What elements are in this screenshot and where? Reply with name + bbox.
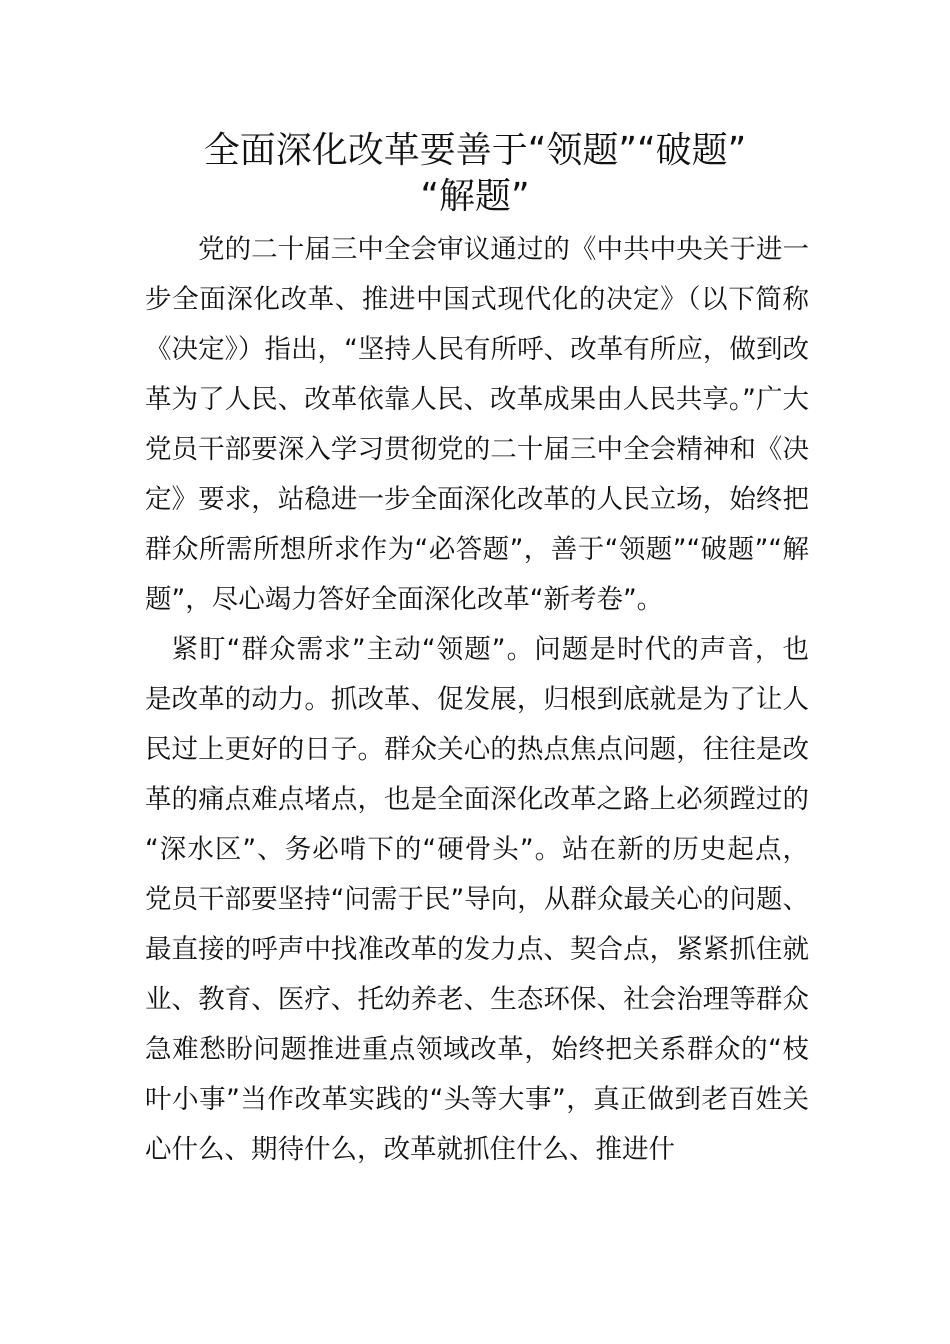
body-text bbox=[145, 225, 809, 1175]
page-title bbox=[145, 128, 805, 220]
title-line-1: 全面深化改革要善于“领题”“破题” bbox=[203, 130, 747, 171]
paragraph-lingti: 紧盯“群众需求”主动“领题”。问题是时代的声音，也是改革的动力。抓改革、促发展，归根到底就是为了让人民过上更好的日子。群众关心的热点焦点问题，往往是改革的痛点难点堵点，也是全面深化改革之路上必须蹚过的“深水区”、务必啃下的“硬骨头”。站在新的历史起点，党员干部要坚持“问需于民”导向，从群众最关心的问题、最直接的呼声中找准改革的发力点、契合点，紧紧抓住就业、教育、医疗、托幼养老、生态环保、社会治理等群众急难愁盼问题推进重点领域改革，始终把关系群众的“枝叶小事”当作改革实践的“头等大事”，真正做到老百姓关心什么、期待什么，改革就抓住什么、推进什 bbox=[145, 634, 809, 1165]
paragraph-intro: 党的二十届三中全会审议通过的《中共中央关于进一步全面深化改革、推进中国式现代化的决定》（以下简称《决定》）指出，“坚持人民有所呼、改革有所应，做到改革为了人民、改革依靠人民、改革成果由人民共享。”广大党员干部要深入学习贯彻党的二十届三中全会精神和《决定》要求，站稳进一步全面深化改革的人民立场，始终把群众所需所想所求作为“必答题”，善于“领题”“破题”“解题”，尽心竭力答好全面深化改革“新考卷”。 bbox=[145, 234, 809, 615]
title-line-2: “解题” bbox=[420, 176, 530, 217]
